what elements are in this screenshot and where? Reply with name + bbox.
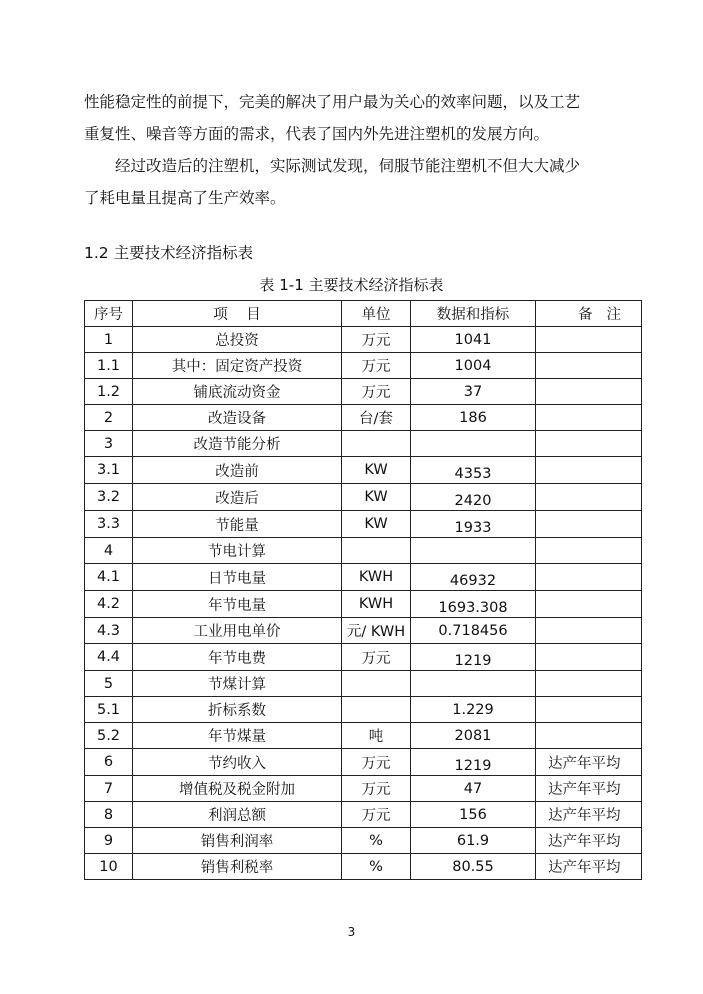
row-item: 改造前 (133, 457, 342, 484)
row-note: 达产年平均 (536, 776, 642, 802)
table-row (85, 353, 642, 379)
row-unit: 吨 (342, 723, 411, 749)
row-value: 1219 (411, 749, 536, 776)
row-note (536, 618, 642, 644)
row-unit: KW (342, 484, 411, 511)
row-note (536, 457, 642, 484)
row-unit: 万元 (342, 353, 411, 379)
row-item: 年节电费 (133, 644, 342, 671)
row-note (536, 405, 642, 431)
row-number: 3.1 (85, 457, 133, 484)
row-unit: KW (342, 511, 411, 538)
row-number: 5.2 (85, 723, 133, 749)
row-unit: 台/套 (342, 405, 411, 431)
table-body (85, 327, 642, 880)
row-note: 达产年平均 (536, 802, 642, 828)
row-item: 日节电量 (133, 564, 342, 591)
row-note: 达产年平均 (536, 749, 642, 776)
row-item: 节能量 (133, 511, 342, 538)
header-note: 备注 (536, 301, 642, 327)
row-number: 1 (85, 327, 133, 353)
row-number: 1.1 (85, 353, 133, 379)
row-note (536, 379, 642, 405)
row-value: 156 (411, 802, 536, 828)
table-row (85, 776, 642, 802)
table-row (85, 644, 642, 671)
row-value: 1693.308 (411, 591, 536, 618)
row-note (536, 564, 642, 591)
table-row (85, 671, 642, 697)
table-row (85, 511, 642, 538)
row-unit: 万元 (342, 749, 411, 776)
row-note (536, 723, 642, 749)
row-number: 9 (85, 828, 133, 854)
row-unit: 元/ KWH (342, 618, 411, 644)
table-row (85, 484, 642, 511)
table-row (85, 431, 642, 457)
row-value: 4353 (411, 457, 536, 484)
row-value: 1.229 (411, 697, 536, 723)
row-value: 1041 (411, 327, 536, 353)
row-unit: % (342, 854, 411, 880)
row-item: 节约收入 (133, 749, 342, 776)
row-value: 0.718456 (411, 618, 536, 644)
paragraph-line: 经过改造后的注塑机，实际测试发现，伺服节能注塑机不但大大减少 (115, 157, 581, 175)
row-number: 2 (85, 405, 133, 431)
row-note: 达产年平均 (536, 828, 642, 854)
row-unit: 万元 (342, 802, 411, 828)
row-number: 5.1 (85, 697, 133, 723)
row-note (536, 511, 642, 538)
header-item: 项 目 (133, 301, 342, 327)
row-value: 46932 (411, 564, 536, 591)
row-note (536, 538, 642, 564)
row-value (411, 671, 536, 697)
row-unit (342, 697, 411, 723)
paragraph-line: 性能稳定性的前提下，完美的解决了用户最为关心的效率问题，以及工艺 (84, 93, 581, 111)
row-unit: 万元 (342, 379, 411, 405)
row-number: 4.3 (85, 618, 133, 644)
row-unit: KWH (342, 564, 411, 591)
table-row (85, 327, 642, 353)
table-caption: 表 1-1 主要技术经济指标表 (259, 276, 444, 294)
row-number: 4.1 (85, 564, 133, 591)
row-value: 2081 (411, 723, 536, 749)
row-unit: 万元 (342, 776, 411, 802)
table-row (85, 828, 642, 854)
table-row (85, 538, 642, 564)
row-unit (342, 671, 411, 697)
row-number: 5 (85, 671, 133, 697)
row-item: 销售利润率 (133, 828, 342, 854)
table-row (85, 723, 642, 749)
row-value: 1004 (411, 353, 536, 379)
row-note (536, 591, 642, 618)
row-number: 4 (85, 538, 133, 564)
row-unit: KWH (342, 591, 411, 618)
row-unit (342, 538, 411, 564)
table-row (85, 618, 642, 644)
row-value: 2420 (411, 484, 536, 511)
row-value: 37 (411, 379, 536, 405)
table-row (85, 591, 642, 618)
table-row (85, 697, 642, 723)
body-paragraph-1 (84, 86, 644, 150)
paragraph-line: 了耗电量且提高了生产效率。 (84, 189, 286, 207)
row-number: 1.2 (85, 379, 133, 405)
body-paragraph-2 (84, 150, 644, 214)
row-value: 61.9 (411, 828, 536, 854)
row-item: 其中：固定资产投资 (133, 353, 342, 379)
row-note: 达产年平均 (536, 854, 642, 880)
table-header-row (85, 301, 642, 327)
table-row (85, 379, 642, 405)
row-number: 4.2 (85, 591, 133, 618)
row-note (536, 671, 642, 697)
table-row (85, 405, 642, 431)
row-note (536, 484, 642, 511)
row-item: 年节电量 (133, 591, 342, 618)
row-value (411, 431, 536, 457)
row-unit: % (342, 828, 411, 854)
row-note (536, 644, 642, 671)
header-no: 序号 (85, 301, 133, 327)
row-unit: 万元 (342, 327, 411, 353)
row-item: 利润总额 (133, 802, 342, 828)
paragraph-line: 重复性、噪音等方面的需求，代表了国内外先进注塑机的发展方向。 (84, 125, 550, 143)
row-number: 6 (85, 749, 133, 776)
row-item: 工业用电单价 (133, 618, 342, 644)
table-row (85, 854, 642, 880)
row-item: 改造节能分析 (133, 431, 342, 457)
row-value: 47 (411, 776, 536, 802)
table-row (85, 457, 642, 484)
row-item: 节煤计算 (133, 671, 342, 697)
table-row (85, 564, 642, 591)
header-value: 数据和指标 (411, 301, 536, 327)
row-item: 改造后 (133, 484, 342, 511)
table-row (85, 802, 642, 828)
row-value: 1933 (411, 511, 536, 538)
row-item: 年节煤量 (133, 723, 342, 749)
row-value: 80.55 (411, 854, 536, 880)
row-note (536, 327, 642, 353)
row-number: 3.3 (85, 511, 133, 538)
row-note (536, 431, 642, 457)
row-item: 铺底流动资金 (133, 379, 342, 405)
row-item: 销售利税率 (133, 854, 342, 880)
row-unit: 万元 (342, 644, 411, 671)
row-note (536, 353, 642, 379)
row-number: 3 (85, 431, 133, 457)
row-item: 总投资 (133, 327, 342, 353)
row-number: 8 (85, 802, 133, 828)
row-item: 折标系数 (133, 697, 342, 723)
section-heading: 1.2 主要技术经济指标表 (84, 244, 254, 262)
row-number: 7 (85, 776, 133, 802)
row-number: 10 (85, 854, 133, 880)
row-item: 改造设备 (133, 405, 342, 431)
row-number: 3.2 (85, 484, 133, 511)
indicators-table (84, 300, 642, 880)
page-number: 3 (347, 925, 356, 939)
row-value: 1219 (411, 644, 536, 671)
row-value (411, 538, 536, 564)
header-unit: 单位 (342, 301, 411, 327)
row-value: 186 (411, 405, 536, 431)
row-unit: KW (342, 457, 411, 484)
row-number: 4.4 (85, 644, 133, 671)
row-item: 增值税及税金附加 (133, 776, 342, 802)
row-item: 节电计算 (133, 538, 342, 564)
row-unit (342, 431, 411, 457)
table-row (85, 749, 642, 776)
row-note (536, 697, 642, 723)
